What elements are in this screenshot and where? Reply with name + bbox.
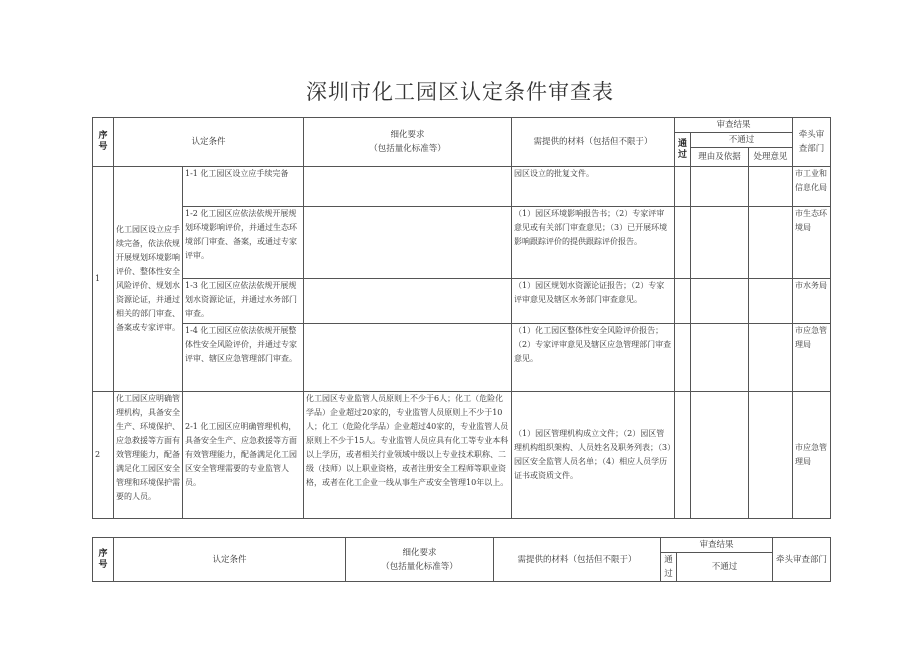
row1-dept-3: 市水务局 xyxy=(793,279,831,324)
row1-reason-1[interactable] xyxy=(691,167,749,207)
row1-materials-1: 园区设立的批复文件。 xyxy=(512,167,675,207)
header2-lead-dept: 牵头审查部门 xyxy=(773,538,831,582)
header2-fail: 不通过 xyxy=(677,553,773,582)
header2-review-result: 审查结果 xyxy=(661,538,773,553)
header2-seq: 序号 xyxy=(93,538,114,582)
row1-detail-1: 1-1 化工园区设立应手续完备 xyxy=(183,167,304,207)
row1-handling-4[interactable] xyxy=(749,324,793,392)
row2-detail-req: 化工园区专业监管人员原则上不少于6人；化工（危险化学品）企业超过20家的，专业监管人员原则上不少于10人；化工（危险化学品）企业超过40家的，专业监管人员原则上不少于15人。专业监管人员应具有化工等专业本科以上学历，或者相关行业领域中级以上专业技术职称、二级（技师）以上职业资格，或者注册安全工程师等职业资格，或者在化工企业一线从事生产或安全管理10年以上。 xyxy=(304,392,512,519)
header-review-result: 审查结果 xyxy=(675,118,793,133)
row2-detail: 2-1 化工园区应明确管理机构，具备安全生产、应急救援等方面有效管理能力，配备满足化工园区安全管理需要的专业监管人员。 xyxy=(183,392,304,519)
header-fail: 不通过 xyxy=(691,133,793,148)
header2-pass: 通过 xyxy=(661,553,677,582)
row1-condition: 化工园区设立应手续完备，依法依规开展规划环境影响评价、整体性安全风险评价、规划水资源论证，并通过相关的部门审查、备案或专家评审。 xyxy=(114,167,183,392)
row1-detail-3: 1-3 化工园区应依法依规开展规划水资源论证，并通过水务部门审查。 xyxy=(183,279,304,324)
row2-seq: 2 xyxy=(93,392,114,519)
row2-materials: （1）园区管理机构成立文件；（2）园区管理机构组织架构、人员姓名及职务列表；（3）园区安全监管人员名单；（4）相应人员学历证书或资质文件。 xyxy=(512,392,675,519)
row1-detail-4: 1-4 化工园区应依法依规开展整体性安全风险评价，并通过专家评审、辖区应急管理部门审查。 xyxy=(183,324,304,392)
row1-dept-1: 市工业和信息化局 xyxy=(793,167,831,207)
row1-reason-4[interactable] xyxy=(691,324,749,392)
row1-handling-1[interactable] xyxy=(749,167,793,207)
row1-detail-2: 1-2 化工园区应依法依规开展规划环境影响评价，并通过生态环境部门审查、备案，或通过专家评审。 xyxy=(183,207,304,279)
row1-dept-2: 市生态环境局 xyxy=(793,207,831,279)
header-reason: 理由及依据 xyxy=(691,148,749,167)
row1-materials-4: （1）化工园区整体性安全风险评价报告；（2）专家评审意见及辖区应急管理部门审查意见。 xyxy=(512,324,675,392)
row1-pass-1[interactable] xyxy=(675,167,691,207)
header2-materials: 需提供的材料（包括但不限于） xyxy=(494,538,661,582)
main-review-table xyxy=(92,117,831,519)
header-condition: 认定条件 xyxy=(114,118,304,167)
repeated-header-table xyxy=(92,537,831,582)
row2-pass[interactable] xyxy=(675,392,691,519)
row1-materials-3: （1）园区规划水资源论证报告；（2）专家评审意见及辖区水务部门审查意见。 xyxy=(512,279,675,324)
row1-dept-4: 市应急管理局 xyxy=(793,324,831,392)
row1-pass-4[interactable] xyxy=(675,324,691,392)
row1-reason-3[interactable] xyxy=(691,279,749,324)
row1-reason-2[interactable] xyxy=(691,207,749,279)
page-title: 深圳市化工园区认定条件审查表 xyxy=(306,80,614,104)
header-materials: 需提供的材料（包括但不限于） xyxy=(512,118,675,167)
row1-seq: 1 xyxy=(93,167,114,392)
row1-detail-req-1 xyxy=(304,167,512,207)
row1-detail-req-4 xyxy=(304,324,512,392)
row2-handling[interactable] xyxy=(749,392,793,519)
header-detail: 细化要求 （包括量化标准等） xyxy=(304,118,512,167)
row1-pass-2[interactable] xyxy=(675,207,691,279)
row1-handling-3[interactable] xyxy=(749,279,793,324)
header2-condition: 认定条件 xyxy=(114,538,346,582)
row1-pass-3[interactable] xyxy=(675,279,691,324)
row1-detail-req-2 xyxy=(304,207,512,279)
header2-detail: 细化要求 （包括量化标准等） xyxy=(346,538,494,582)
header-seq: 序号 xyxy=(93,118,114,167)
row1-detail-req-3 xyxy=(304,279,512,324)
header-lead-dept: 牵头审查部门 xyxy=(793,118,831,167)
row2-reason[interactable] xyxy=(691,392,749,519)
row2-dept: 市应急管理局 xyxy=(793,392,831,519)
row2-condition: 化工园区应明确管理机构，具备安全生产、环境保护、应急救援等方面有效管理能力，配备满足化工园区安全管理和环境保护需要的人员。 xyxy=(114,392,183,519)
row1-handling-2[interactable] xyxy=(749,207,793,279)
header-handling: 处理意见 xyxy=(749,148,793,167)
header-pass: 通过 xyxy=(675,133,691,167)
row1-materials-2: （1）园区环境影响报告书；（2）专家评审意见或有关部门审查意见；（3）已开展环境影响跟踪评价的提供跟踪评价报告。 xyxy=(512,207,675,279)
